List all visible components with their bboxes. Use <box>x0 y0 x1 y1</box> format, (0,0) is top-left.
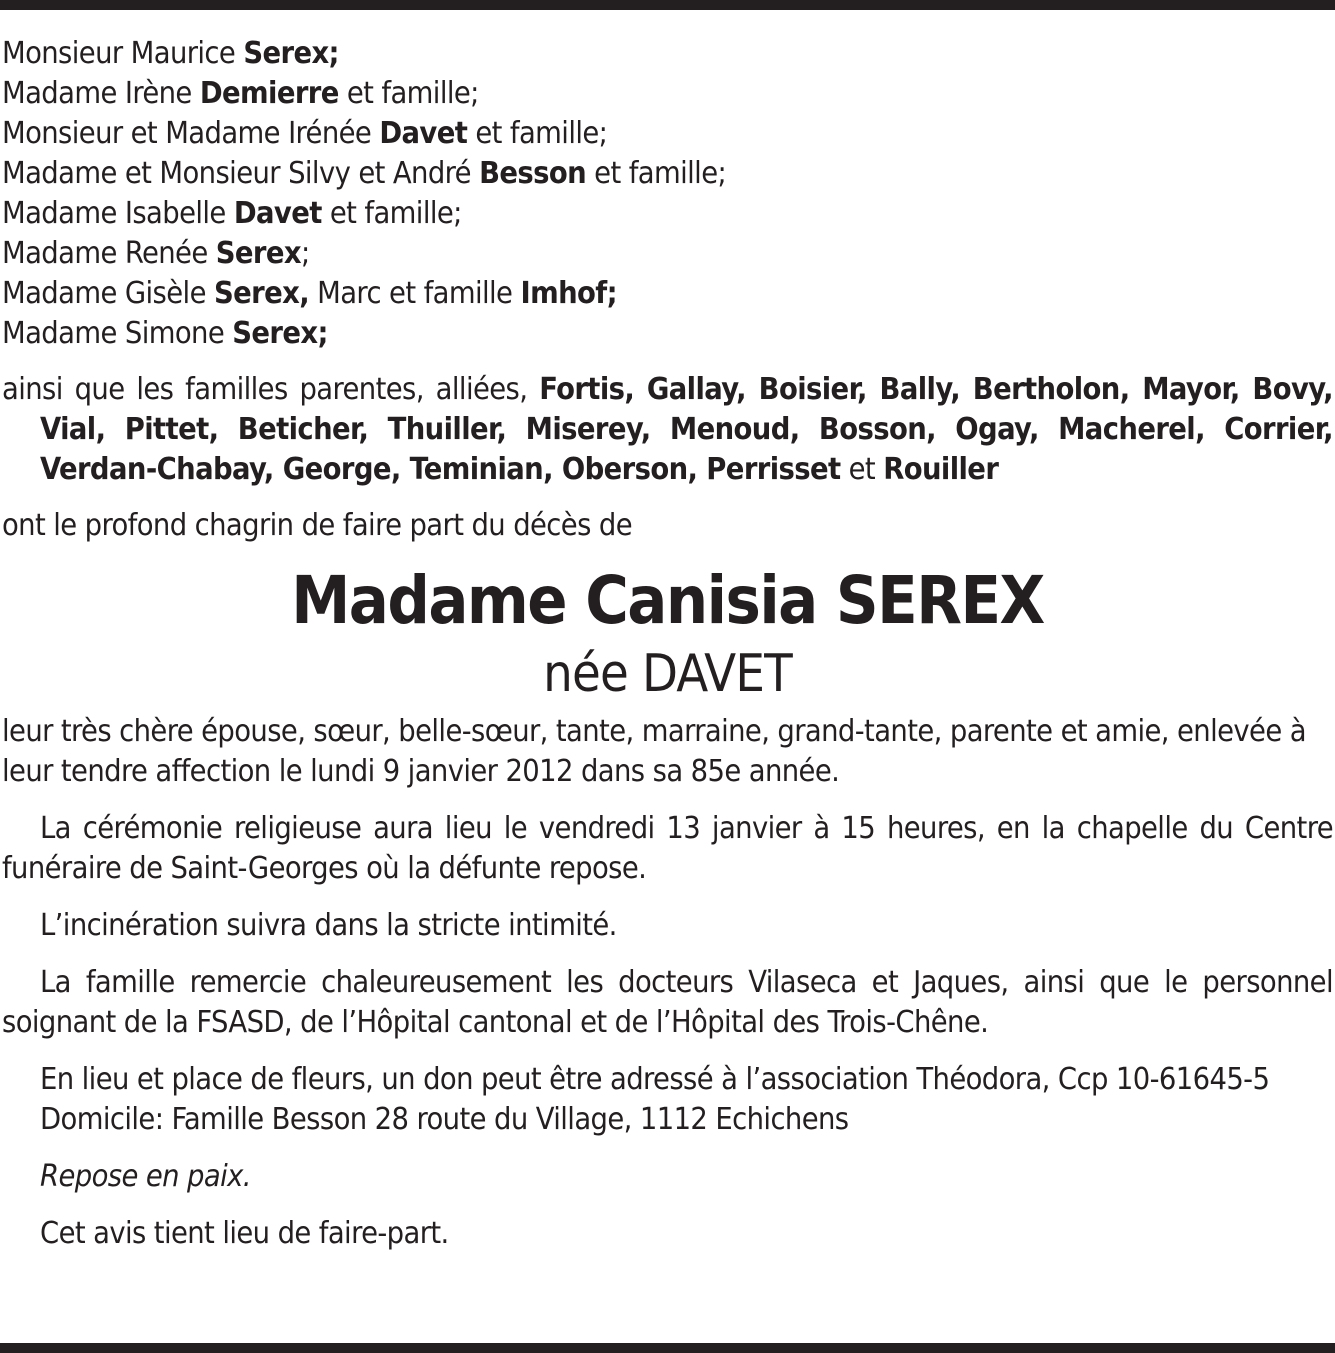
thanks-paragraph: La famille remercie chaleureusement les docteurs Vilaseca et Jaques, ainsi que le personnel soignant de la FSASD, de l’Hôpital cantonal et de l’Hôpital des Trois-Chêne. <box>2 965 1333 1040</box>
announcement-text: ont le profond chagrin de faire part du décès de <box>2 508 633 543</box>
ceremony-paragraph: La cérémonie religieuse aura lieu le vendredi 13 janvier à 15 heures, en la chapelle du Centre funéraire de Saint-Georges où la défunte repose. <box>2 811 1333 886</box>
related-families: ainsi que les familles parentes, alliées, Fortis, Gallay, Boisier, Bally, Bertholon, Mayor, Bovy, Vial, Pittet, Beticher, Thuiller, Miserey, Menoud, Bosson, Ogay, Macherel, Corrier, Verdan-Chabay, George, Teminian, Oberson, Perrisset et Rouiller <box>2 372 1333 487</box>
mourner-line: Madame Renée Serex; <box>2 236 310 271</box>
mourner-line: Madame Isabelle Davet et famille; <box>2 196 462 231</box>
mourner-line: Madame et Monsieur Silvy et André Besson et famille; <box>2 156 727 191</box>
obituary-notice <box>2 34 1333 1254</box>
mourner-line: Madame Gisèle Serex, Marc et famille Imhof; <box>2 276 617 311</box>
top-rule <box>0 0 1335 10</box>
rest-in-peace: Repose en paix. <box>40 1159 251 1194</box>
mourners-list <box>2 34 1333 354</box>
cremation-paragraph: L’incinération suivra dans la stricte intimité. <box>40 908 617 943</box>
domicile-paragraph: Domicile: Famille Besson 28 route du Village, 1112 Echichens <box>40 1102 849 1137</box>
relation-paragraph: leur très chère épouse, sœur, belle-sœur, tante, marraine, grand-tante, parente et amie, enlevée à leur tendre affection le lundi 9 janvier 2012 dans sa 85e année. <box>2 714 1306 789</box>
donation-paragraph: En lieu et place de fleurs, un don peut être adressé à l’association Théodora, Ccp 10-61645-5 <box>40 1062 1270 1097</box>
deceased-name: Madame Canisia SEREX <box>291 562 1044 639</box>
mourner-line: Monsieur et Madame Irénée Davet et famille; <box>2 116 608 151</box>
mourner-line: Monsieur Maurice Serex; <box>2 36 339 71</box>
mourner-line: Madame Irène Demierre et famille; <box>2 76 479 111</box>
notice-paragraph: Cet avis tient lieu de faire-part. <box>40 1216 449 1251</box>
mourner-line: Madame Simone Serex; <box>2 316 328 351</box>
deceased-block <box>2 558 1333 704</box>
maiden-name: née DAVET <box>543 644 792 704</box>
bottom-rule <box>0 1343 1335 1353</box>
